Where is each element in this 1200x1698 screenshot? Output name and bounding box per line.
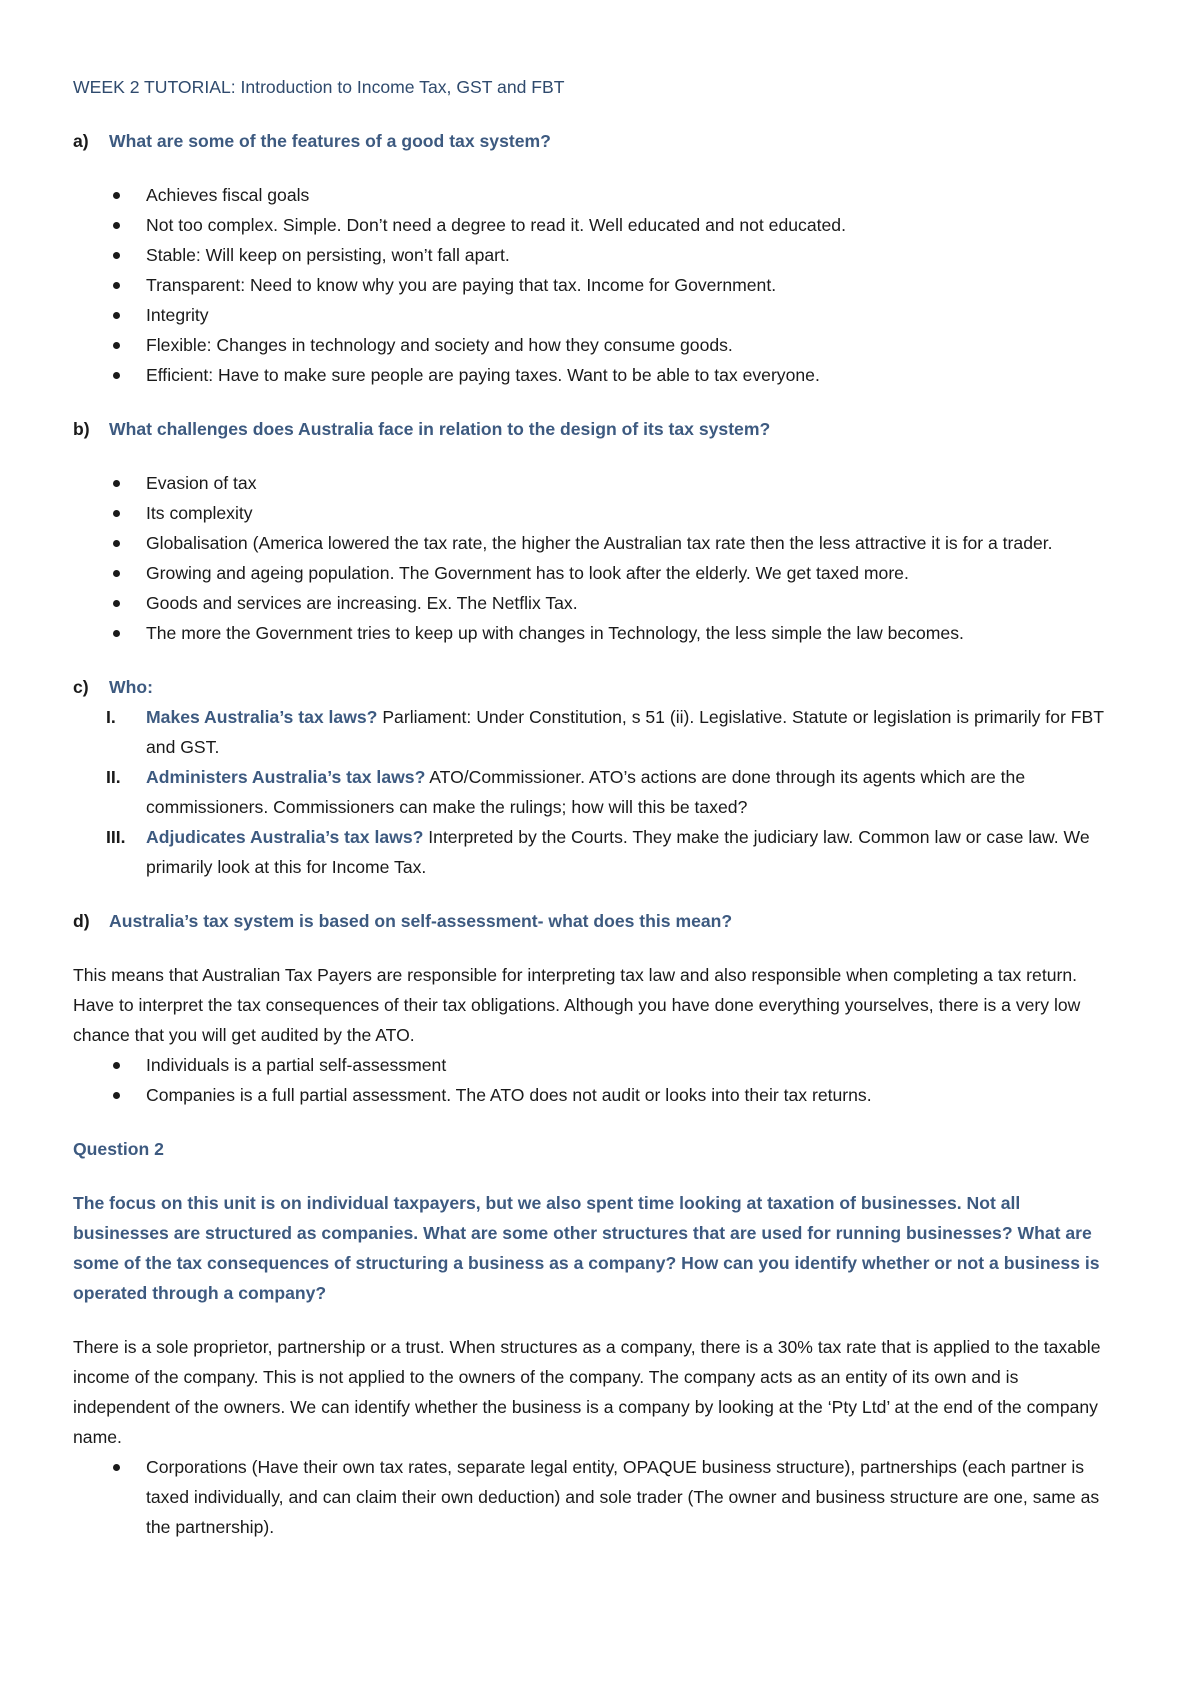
- question-text: What are some of the features of a good tax system?: [109, 131, 551, 151]
- list-item: The more the Government tries to keep up with changes in Technology, the less simple the law becomes.: [109, 618, 1120, 648]
- question-c-heading: [73, 672, 1120, 702]
- sub-answer: Parliament: Under Constitution, s 51 (ii). Legislative. Statute or legislation is primarily for FBT and GST.: [146, 707, 1104, 757]
- question-letter: b): [73, 419, 90, 439]
- sub-question: Adjudicates Australia’s tax laws?: [146, 827, 424, 847]
- question-letter: c): [73, 677, 89, 697]
- list-item: Companies is a full partial assessment. The ATO does not audit or looks into their tax returns.: [109, 1080, 1120, 1110]
- list-item: [73, 822, 1120, 882]
- question-text: Australia’s tax system is based on self-assessment- what does this mean?: [109, 911, 733, 931]
- list-item: Efficient: Have to make sure people are paying taxes. Want to be able to tax everyone.: [109, 360, 1120, 390]
- sub-question: Makes Australia’s tax laws?: [146, 707, 378, 727]
- question-2-bullets: [73, 1452, 1120, 1542]
- question-letter: a): [73, 131, 89, 151]
- question-d-heading: [73, 906, 1120, 936]
- list-item: Growing and ageing population. The Government has to look after the elderly. We get taxed more.: [109, 558, 1120, 588]
- roman-numeral: I.: [106, 707, 116, 727]
- list-item: Corporations (Have their own tax rates, separate legal entity, OPAQUE business structure), partnerships (each partner is taxed individually, and can claim their own deduction) and sole trader (The owner and business structure are one, same as the partnership).: [109, 1452, 1120, 1542]
- question-d-bullets: [73, 1050, 1120, 1110]
- question-2-answer: There is a sole proprietor, partnership or a trust. When structures as a company, there is a 30% tax rate that is applied to the taxable income of the company. This is not applied to the owners of the company. The company acts as an entity of its own and is independent of the owners. We can identify whether the business is a company by looking at the ‘Pty Ltd’ at the end of the company name.: [73, 1337, 1101, 1447]
- question-text: What challenges does Australia face in relation to the design of its tax system?: [109, 419, 771, 439]
- question-c-list: [73, 702, 1120, 882]
- list-item: Its complexity: [109, 498, 1120, 528]
- list-item: Flexible: Changes in technology and society and how they consume goods.: [109, 330, 1120, 360]
- list-item: Goods and services are increasing. Ex. The Netflix Tax.: [109, 588, 1120, 618]
- question-a-heading: [73, 126, 1120, 156]
- list-item: [73, 702, 1120, 762]
- list-item: Achieves fiscal goals: [109, 180, 1120, 210]
- roman-numeral: III.: [106, 827, 126, 847]
- question-b-bullets: [73, 468, 1120, 648]
- question-2-title: Question 2: [73, 1139, 164, 1159]
- question-b-heading: [73, 414, 1120, 444]
- document-title: WEEK 2 TUTORIAL: Introduction to Income Tax, GST and FBT: [73, 77, 565, 97]
- question-letter: d): [73, 911, 90, 931]
- list-item: Evasion of tax: [109, 468, 1120, 498]
- list-item: [73, 762, 1120, 822]
- question-text: Who:: [109, 677, 153, 697]
- question-2-prompt: The focus on this unit is on individual taxpayers, but we also spent time looking at taxation of businesses. Not all businesses are structured as companies. What are some other structures that are used for running businesses? What are some of the tax consequences of structuring a business as a company? How can you identify whether or not a business is operated through a company?: [73, 1193, 1100, 1303]
- list-item: Integrity: [109, 300, 1120, 330]
- sub-answer: Interpreted by the Courts. They make the judiciary law. Common law or case law. We primarily look at this for Income Tax.: [146, 827, 1090, 877]
- sub-question: Administers Australia’s tax laws?: [146, 767, 426, 787]
- list-item: Transparent: Need to know why you are paying that tax. Income for Government.: [109, 270, 1120, 300]
- list-item: Globalisation (America lowered the tax rate, the higher the Australian tax rate then the less attractive it is for a trader.: [109, 528, 1120, 558]
- sub-answer: ATO/Commissioner. ATO’s actions are done through its agents which are the commissioners. Commissioners can make the rulings; how will this be taxed?: [146, 767, 1026, 817]
- roman-numeral: II.: [106, 767, 121, 787]
- list-item: Not too complex. Simple. Don’t need a degree to read it. Well educated and not educated.: [109, 210, 1120, 240]
- question-a-bullets: [73, 180, 1120, 390]
- question-d-answer: This means that Australian Tax Payers are responsible for interpreting tax law and also responsible when completing a tax return. Have to interpret the tax consequences of their tax obligations. Although you have done everything yourselves, there is a very low chance that you will get audited by the ATO.: [73, 965, 1081, 1045]
- list-item: Stable: Will keep on persisting, won’t fall apart.: [109, 240, 1120, 270]
- list-item: Individuals is a partial self-assessment: [109, 1050, 1120, 1080]
